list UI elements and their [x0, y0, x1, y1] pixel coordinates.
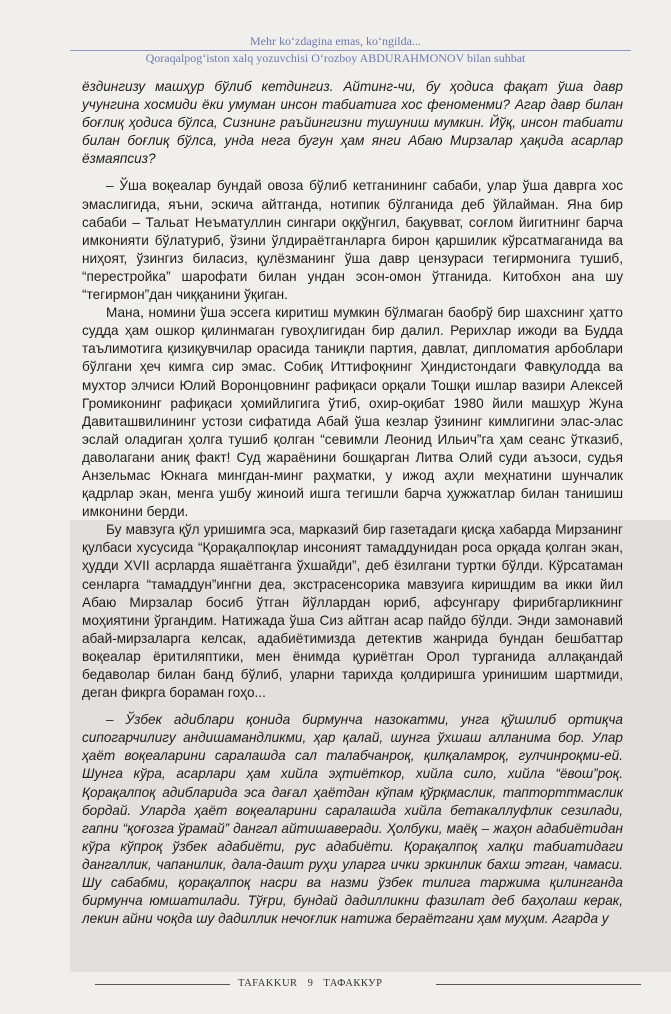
answer-paragraph: Бу мавзуга қўл уришимга эса, марказий бир газетадаги қисқа хабарда Мирзанинг қулбаси хусусида “Қорақалпоқлар инсоният тамаддунидан роса орқада қолган экан, ҳудди XVII асрларда яшаётганга ўхшайди”, деб ёзилгани туртки бўлди. Кўрсатаман сенларга “тамаддун”ингни деа, экстрасенсорика мавзуига киришдим ва икки йил Абаю Мирзалар босиб ўтган йўллардан юриб, афсунгару фирибгарликнинг моҳиятини ўргандим. Натижада ўша Сиз айтган асар пайдо бўлди. Энди замонавий абай-мирзаларга келсак, адабиётимизда детектив жанрида бундан бешбаттар воқеалар ёритиляптики, мен ёнимда қуриётган Орол турганида аллақандай бедаволар билан банд бўлиб, уларни тарихда қолдиришга уринишим шартмиди, деган фикрга бораман гоҳо...	[82, 522, 623, 701]
interview-question: ёздингизу машҳур бўлиб кетдингиз. Айтинг-чи, бу ҳодиса фақат ўша давр учунгина хосмиди ёки умуман инсон табиатига хос феноменми? Агар давр билан боғлиқ ҳодиса бўлса, Сизнинг раъйингизни тушуниш мумкин. Йўқ, инсон табиати билан боғлиқ бўлса, унда нега бугун ҳам янги Абаю Мирзалар ҳақида асарлар ёзмаяпсиз?	[82, 79, 623, 167]
header-kicker: Mehr ko‘zdagina emas, ko‘ngilda...	[250, 34, 421, 48]
footer-magazine-latin: TAFAKKUR	[238, 978, 298, 989]
header-rule	[70, 50, 631, 51]
running-header	[40, 34, 631, 65]
answer-paragraph: Мана, номини ўша эссега киритиш мумкин бўлмаган баобрў бир шахснинг ҳатто судда ҳам ошкор қилинмаган гувоҳлигидан бир далил. Рерихлар ижоди ва Будда таълимотига қизиқувчилар орасида таниқли партия, давлат, дипломатия арбоблари бўлгани ҳеч кимга сир эмас. Собиқ Иттифоқнинг Ҳиндистондаги Фавқулодда ва мухтор элчиси Юлий Воронцовнинг рафиқаси орқали Тошқи ишлар вазири Алексей Громиконинг рафиқаси ҳомийлигига ўтиб, охир-оқибат 1980 йили машҳур Жуна Давиташвилининг устози сифатида Абай ўша кезлар ўзининг кимлигини элас-элас эслай оладиган ҳолга тушиб қолган “севимли Леонид Ильич”га ҳам сеанс ўтказиб, даволагани аниқ факт! Суд жараёнини бошқарган Литва Олий суди аъзоси, судья Анзельмас Юкнага мингдан-минг раҳматки, у ижод аҳли меҳнатини шунчалик қадрлар экан, менга ушбу жиноий ишга тегишли барча ҳужжатлар билан танишиш имконини берди.	[82, 305, 623, 520]
page-number: 9	[307, 978, 314, 989]
footer-magazine-cyrillic: ТАФАККУР	[323, 978, 383, 989]
header-subtitle: Qoraqalpog‘iston xalq yozuvchisi O‘rozboy ABDURAHMONOV bilan suhbat	[145, 51, 526, 65]
footer-rule-left	[95, 984, 230, 985]
answer-paragraph: – Ўша воқеалар бундай овоза бўлиб кетганининг сабаби, улар ўша даврга хос эмаслигида, яъни, эскича айтганда, нотипик бўлганида деб ўйлайман. Яна бир сабаби – Тальат Неъматуллин сингари оққўнгил, бақувват, соғлом йигитнинг барча имконияти бўлатуриб, ўзини ўлдираётганларга бирон қаршилик кўрсатмаганида ва ниҳоят, ўзингиз биласиз, қулёзманинг ўша давр цензураси тегирмонига тушиб, “перестройка” шарофати билан ундан эсон-омон ўтганида. Китобхон ана шу “тегирмон”дан чиққанини ўқиган.	[82, 178, 623, 303]
footer-rule-right	[436, 984, 641, 985]
article-body	[82, 78, 623, 928]
page-footer	[0, 976, 671, 992]
footer-text	[238, 978, 382, 989]
interview-question: – Ўзбек адиблари қонида бирмунча назокатми, унга қўшилиб ортиқча сипогарчилигу андишамандликми, ҳар қалай, шунга ўхшаш алланима бор. Улар ҳаёт воқеаларини саралашда сал талабчанроқ, қилқаламроқ, гулчинроқми-ей. Шунга кўра, асарлари ҳам хийла эҳтиёткор, хийла сило, хийла “ёвош”роқ. Қорақалпоқ адибларида эса дағал ҳаётдан кўпам қўрқмаслик, тапторттмаслик бордай. Уларда ҳаёт воқеаларини саралашда хийла бетакаллуфлик сезилади, гапни “қоғозга ўрамай” дангал айтишаверади. Ҳолбуки, маёқ – жаҳон адабиётидан кўра кўпроқ ўзбек адабиёти, рус адабиёти. Қорақалпоқ халқи табиатидаги дангаллик, чапанилик, дала-дашт руҳи уларга ички эркинлик бахш этган, чамаси. Шу сабабми, қорақалпоқ насри ва назми ўзбек тилига таржима қилинганда бирмунча юмшатилади. Тўғри, бундай дадилликни фазилат деб баҳолаш керак, лекин айни чоқда шу дадиллик нечоғлик натижа бераётгани ҳам муҳим. Агарда у	[82, 712, 623, 927]
